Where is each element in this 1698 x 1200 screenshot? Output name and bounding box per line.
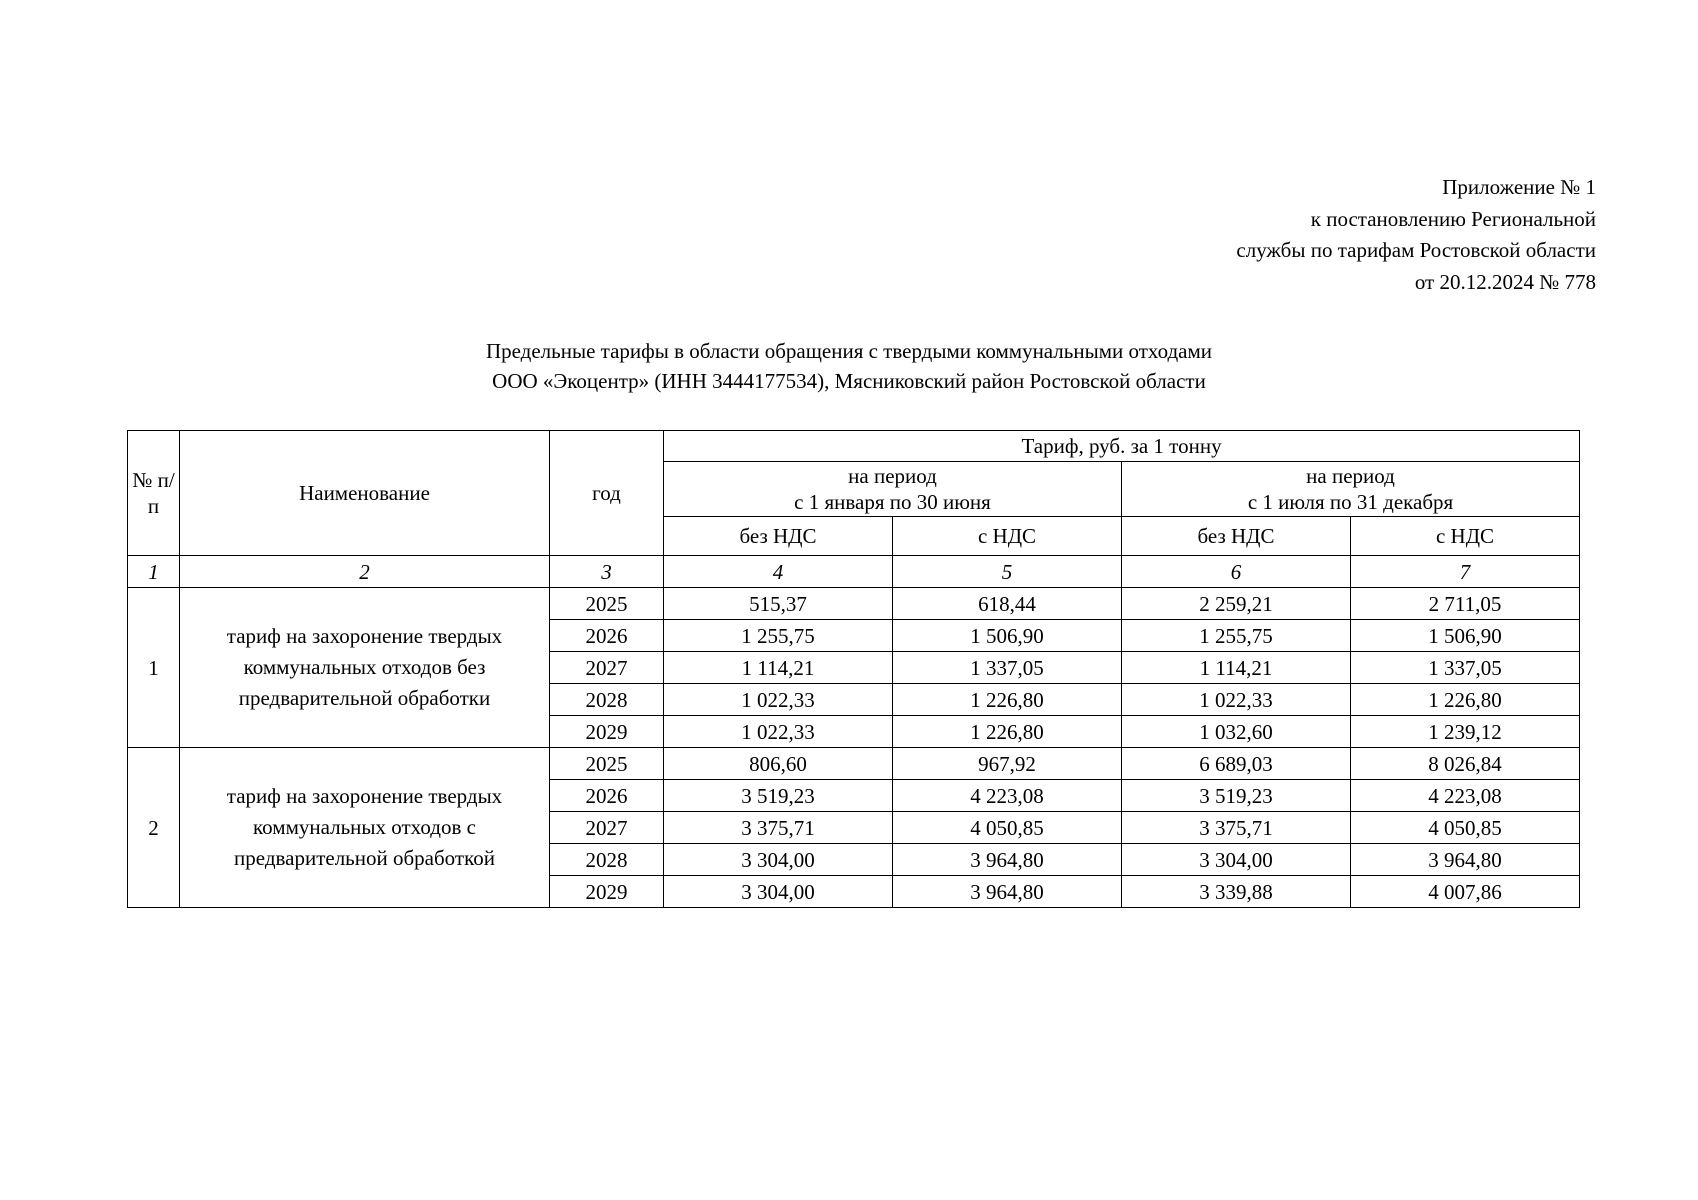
column-number: 7 — [1351, 556, 1580, 588]
table-row — [128, 588, 1580, 620]
tariff-table — [127, 430, 1580, 908]
value-with-vat-h2: 4 223,08 — [1351, 780, 1580, 812]
value-with-vat-h2: 4 050,85 — [1351, 812, 1580, 844]
header-num: № п/п — [128, 431, 180, 556]
value-without-vat-h1: 1 022,33 — [664, 716, 893, 748]
appendix-line-4: от 20.12.2024 № 778 — [1414, 269, 1596, 294]
value-without-vat-h2: 2 259,21 — [1122, 588, 1351, 620]
row-number: 2 — [128, 748, 180, 908]
year-cell: 2025 — [550, 588, 664, 620]
header-period-2 — [1122, 462, 1580, 517]
value-without-vat-h2: 3 339,88 — [1122, 876, 1351, 908]
value-with-vat-h1: 1 337,05 — [893, 652, 1122, 684]
value-without-vat-h2: 1 114,21 — [1122, 652, 1351, 684]
year-cell: 2025 — [550, 748, 664, 780]
value-with-vat-h1: 3 964,80 — [893, 876, 1122, 908]
value-without-vat-h1: 806,60 — [664, 748, 893, 780]
value-with-vat-h2: 4 007,86 — [1351, 876, 1580, 908]
header-period-1-line-1: на период — [848, 464, 937, 488]
value-with-vat-h1: 4 223,08 — [893, 780, 1122, 812]
header-period-2-line-2: с 1 июля по 31 декабря — [1247, 490, 1454, 514]
year-cell: 2026 — [550, 780, 664, 812]
value-without-vat-h1: 1 114,21 — [664, 652, 893, 684]
year-cell: 2029 — [550, 876, 664, 908]
value-without-vat-h2: 1 022,33 — [1122, 684, 1351, 716]
value-without-vat-h1: 1 255,75 — [664, 620, 893, 652]
year-cell: 2029 — [550, 716, 664, 748]
year-cell: 2027 — [550, 652, 664, 684]
value-without-vat-h2: 1 032,60 — [1122, 716, 1351, 748]
title-line-1: Предельные тарифы в области обращения с твердыми коммунальными отходами — [485, 339, 1213, 363]
value-without-vat-h2: 3 304,00 — [1122, 844, 1351, 876]
value-with-vat-h1: 1 226,80 — [893, 684, 1122, 716]
year-cell: 2027 — [550, 812, 664, 844]
header-with-vat-2: с НДС — [1351, 517, 1580, 556]
value-without-vat-h1: 3 304,00 — [664, 844, 893, 876]
value-without-vat-h1: 515,37 — [664, 588, 893, 620]
column-number: 5 — [893, 556, 1122, 588]
column-number-row — [128, 556, 1580, 588]
value-without-vat-h1: 1 022,33 — [664, 684, 893, 716]
row-name: тариф на захоронение твердых коммунальных отходов с предварительной обработкой — [180, 748, 550, 908]
value-with-vat-h1: 4 050,85 — [893, 812, 1122, 844]
column-number: 3 — [550, 556, 664, 588]
header-without-vat-2: без НДС — [1122, 517, 1351, 556]
value-with-vat-h1: 1 506,90 — [893, 620, 1122, 652]
value-with-vat-h2: 1 337,05 — [1351, 652, 1580, 684]
appendix-line-2: к постановлению Региональной — [1310, 206, 1596, 231]
value-with-vat-h2: 1 239,12 — [1351, 716, 1580, 748]
value-with-vat-h1: 3 964,80 — [893, 844, 1122, 876]
value-without-vat-h2: 3 375,71 — [1122, 812, 1351, 844]
value-with-vat-h1: 967,92 — [893, 748, 1122, 780]
year-cell: 2028 — [550, 684, 664, 716]
header-without-vat-1: без НДС — [664, 517, 893, 556]
column-number: 1 — [128, 556, 180, 588]
header-year: год — [550, 431, 664, 556]
value-with-vat-h2: 1 226,80 — [1351, 684, 1580, 716]
value-without-vat-h1: 3 519,23 — [664, 780, 893, 812]
value-without-vat-h2: 1 255,75 — [1122, 620, 1351, 652]
header-period-1 — [664, 462, 1122, 517]
header-tariff: Тариф, руб. за 1 тонну — [664, 431, 1580, 462]
row-number: 1 — [128, 588, 180, 748]
row-name: тариф на захоронение твердых коммунальных отходов без предварительной обработки — [180, 588, 550, 748]
appendix-line-1: Приложение № 1 — [1442, 175, 1596, 199]
value-with-vat-h2: 8 026,84 — [1351, 748, 1580, 780]
year-cell: 2026 — [550, 620, 664, 652]
document-title — [0, 336, 1698, 396]
header-with-vat-1: с НДС — [893, 517, 1122, 556]
value-with-vat-h2: 1 506,90 — [1351, 620, 1580, 652]
value-with-vat-h1: 1 226,80 — [893, 716, 1122, 748]
appendix-line-3: службы по тарифам Ростовской области — [1236, 238, 1596, 262]
value-without-vat-h2: 6 689,03 — [1122, 748, 1351, 780]
table-row — [128, 748, 1580, 780]
header-period-2-line-1: на период — [1306, 464, 1395, 488]
column-number: 4 — [664, 556, 893, 588]
column-number: 6 — [1122, 556, 1351, 588]
value-without-vat-h1: 3 375,71 — [664, 812, 893, 844]
column-number: 2 — [180, 556, 550, 588]
value-with-vat-h2: 3 964,80 — [1351, 844, 1580, 876]
value-without-vat-h1: 3 304,00 — [664, 876, 893, 908]
appendix-header — [1076, 172, 1596, 298]
value-without-vat-h2: 3 519,23 — [1122, 780, 1351, 812]
year-cell: 2028 — [550, 844, 664, 876]
value-with-vat-h2: 2 711,05 — [1351, 588, 1580, 620]
value-with-vat-h1: 618,44 — [893, 588, 1122, 620]
header-period-1-line-2: с 1 января по 30 июня — [794, 490, 991, 514]
header-name: Наименование — [180, 431, 550, 556]
title-line-2: ООО «Экоцентр» (ИНН 3444177534), Мясниковский район Ростовской области — [492, 369, 1206, 393]
